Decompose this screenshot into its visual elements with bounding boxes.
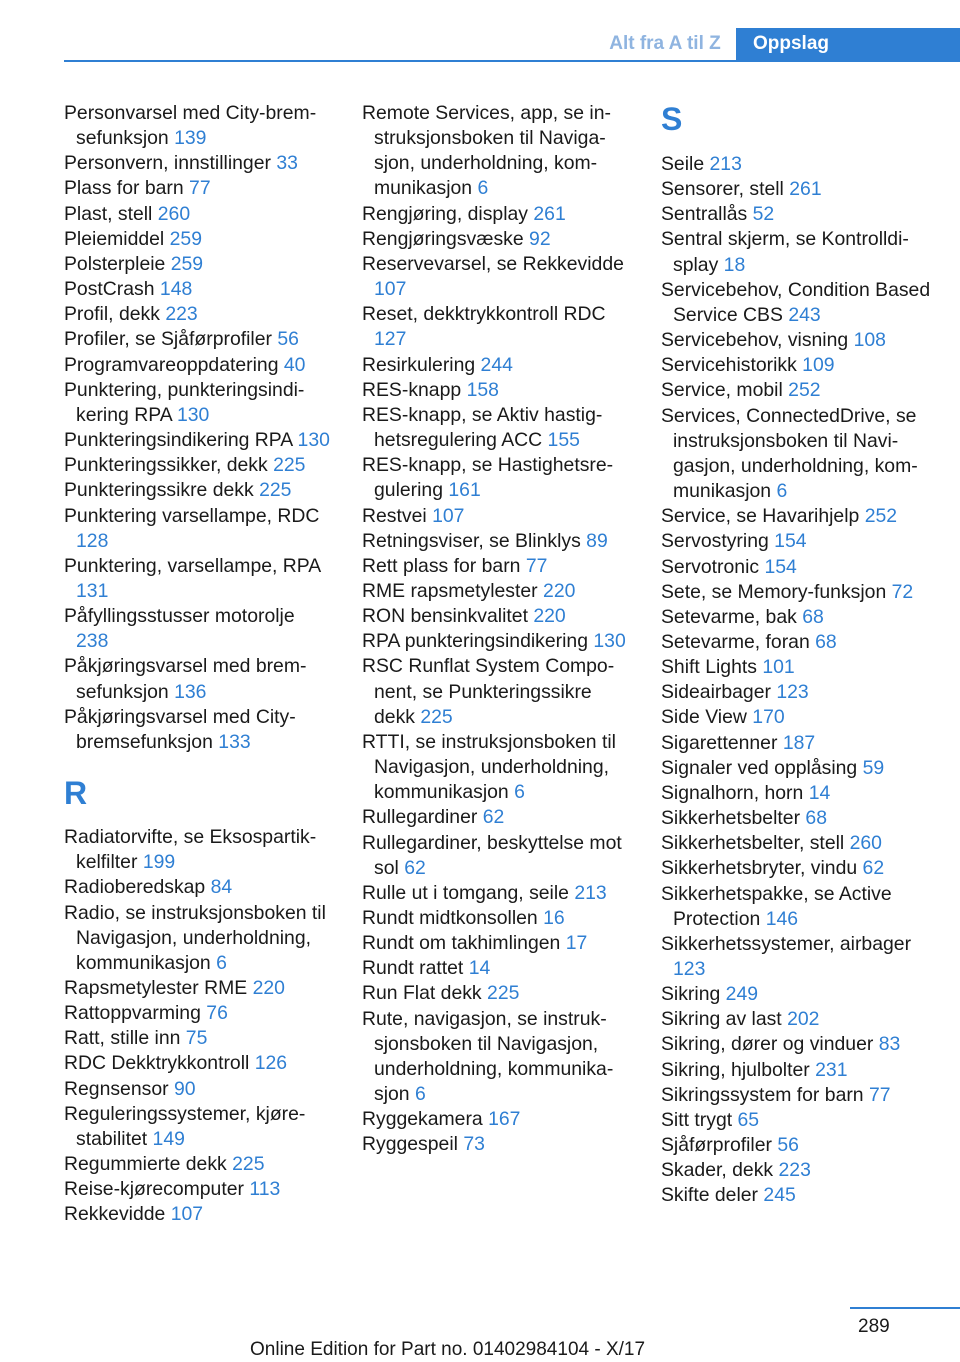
index-entry-text: Sigarettenner: [661, 731, 778, 754]
index-page-link[interactable]: 187: [782, 731, 816, 754]
index-entry-text: Punkteringssikker, dekk: [64, 454, 268, 477]
index-entry: [64, 378, 332, 428]
index-entry-text: Regummierte dekk: [64, 1153, 227, 1176]
index-page-link[interactable]: 68: [815, 630, 837, 653]
index-page-link[interactable]: 161: [448, 479, 481, 502]
index-entry-text: Servicehistorikk: [661, 354, 797, 377]
index-entry-text: Skader, dekk: [661, 1159, 774, 1182]
index-entry-text: Shift Lights: [661, 656, 757, 679]
index-entry-text: Sikkerhetsbryter, vindu: [661, 857, 858, 880]
index-entry: [362, 554, 634, 579]
index-entry: [362, 629, 634, 654]
index-entry: [362, 981, 634, 1006]
index-entry-text: Sete, se Memory-funksjon: [661, 580, 887, 603]
index-entry-text: RON bensinkvalitet: [362, 605, 528, 628]
index-entry: [64, 327, 332, 352]
index-entry-text: Rundt om takhimlingen: [362, 932, 561, 955]
index-entry-text: Reservevarsel, se Rekkevidde: [362, 252, 624, 275]
index-entry-text: Rett plass for barn: [362, 554, 521, 577]
index-entry-text: Service, mobil: [661, 379, 783, 402]
index-entry: [64, 353, 332, 378]
index-page-link[interactable]: 154: [774, 530, 807, 553]
index-page-link[interactable]: 107: [170, 1203, 204, 1226]
section-gap: [64, 755, 332, 769]
index-page-link[interactable]: 75: [185, 1027, 208, 1050]
index-entry-text: RES-knapp: [362, 378, 462, 401]
index-entry-text: Sjåførprofiler: [661, 1134, 772, 1157]
index-entry: [362, 504, 634, 529]
index-page-link[interactable]: 220: [533, 605, 566, 628]
index-page-link[interactable]: 108: [853, 329, 886, 352]
index-entry: [661, 781, 941, 806]
index-page-link[interactable]: 109: [802, 354, 835, 377]
index-entry-text: Sikkerhetsbelter: [661, 807, 801, 830]
index-entry: [661, 756, 941, 781]
index-entry-text: Servotronic: [661, 555, 760, 578]
index-entry: [64, 1202, 332, 1227]
index-entry-text: Polsterpleie: [64, 252, 166, 275]
index-page-link[interactable]: 225: [420, 705, 453, 728]
index-entry-text: Radiatorvifte, se Eksospartikkelfilter: [64, 826, 317, 874]
index-entry: [362, 906, 634, 931]
index-entry-text: Servostyring: [661, 530, 769, 553]
index-entry: [661, 856, 941, 881]
index-entry: [362, 252, 634, 302]
index-page-link[interactable]: 158: [466, 378, 499, 401]
index-page-link[interactable]: 6: [477, 177, 489, 200]
index-entry: [362, 202, 634, 227]
index-column-3: [661, 101, 941, 1209]
index-entry-text: RPA punkteringsindikering: [362, 630, 588, 653]
index-entry: [64, 302, 332, 327]
index-entry: [64, 976, 332, 1001]
index-entry: [661, 353, 941, 378]
index-page-link[interactable]: 107: [432, 504, 465, 527]
index-page-link[interactable]: 130: [297, 429, 330, 452]
index-entry-text: Service, se Havarihjelp: [661, 505, 860, 528]
index-page-link[interactable]: 65: [737, 1108, 760, 1131]
index-entry-text: Sentrallås: [661, 203, 748, 226]
index-entry-text: Regnsensor: [64, 1077, 169, 1100]
index-page-link[interactable]: 130: [176, 403, 210, 426]
index-entry: [661, 1183, 941, 1208]
index-page-link[interactable]: 68: [802, 605, 824, 628]
index-entry-text: Sikkerhetspakke, se Active Protection: [661, 882, 892, 930]
index-page-link[interactable]: 146: [765, 907, 799, 930]
index-page-link[interactable]: 223: [778, 1159, 811, 1182]
index-entry: [661, 932, 941, 982]
index-page-link[interactable]: 225: [273, 454, 306, 477]
index-entry-text: Sikring: [661, 983, 721, 1006]
index-entry: [661, 1058, 941, 1083]
index-entry: [661, 152, 941, 177]
footer-rule: [850, 1307, 960, 1309]
index-entry: [64, 277, 332, 302]
index-page-link[interactable]: 56: [277, 328, 299, 351]
index-entry-text: Ryggespeil: [362, 1133, 458, 1156]
index-page-link[interactable]: 83: [878, 1033, 901, 1056]
index-entry-text: Punktering, varsellampe, RPA: [64, 554, 321, 577]
index-entry-text: Påfyllingsstusser motorolje: [64, 605, 295, 628]
index-entry: [362, 831, 634, 881]
index-page-link[interactable]: 155: [547, 429, 580, 452]
index-entry: [64, 901, 332, 976]
index-entry: [362, 353, 634, 378]
index-entry-text: RDC Dekktrykkontroll: [64, 1052, 250, 1075]
index-page-link[interactable]: 213: [709, 153, 742, 175]
index-entry: [661, 378, 941, 403]
index-entry: [64, 1177, 332, 1202]
index-entry-text: Punktering varsellampe, RDC: [64, 504, 320, 527]
index-entry: [661, 605, 941, 630]
index-entry: [362, 805, 634, 830]
index-entry: [661, 529, 941, 554]
index-entry: [661, 404, 941, 505]
index-entry: [362, 579, 634, 604]
index-page-link[interactable]: 92: [529, 227, 551, 250]
index-page-link[interactable]: 199: [142, 851, 176, 874]
index-entry-text: Rekkevidde: [64, 1203, 166, 1226]
index-entry-text: Ryggekamera: [362, 1108, 483, 1131]
index-letter-heading: S: [661, 101, 683, 137]
index-page-link[interactable]: 244: [480, 353, 513, 376]
index-entry-text: Plass for barn: [64, 177, 184, 200]
index-entry: [362, 529, 634, 554]
index-entry-text: Seile: [661, 153, 705, 175]
index-page-link[interactable]: 84: [210, 876, 233, 899]
index-entry: [362, 403, 634, 453]
index-page-link[interactable]: 245: [763, 1184, 796, 1207]
index-entry-text: Resirkulering: [362, 353, 476, 376]
edition-footer: Online Edition for Part no. 01402984104 - X/17: [250, 1339, 646, 1360]
index-entry: [64, 504, 332, 554]
index-page-link[interactable]: 52: [752, 203, 775, 226]
index-entry-text: Sensorer, stell: [661, 178, 784, 201]
index-entry: [661, 1108, 941, 1133]
index-entry-text: Rulle ut i tomgang, seile: [362, 881, 569, 904]
index-entry: [362, 453, 634, 503]
index-page-link[interactable]: 238: [76, 630, 109, 653]
index-entry: [661, 806, 941, 831]
index-page-link[interactable]: 252: [788, 379, 821, 402]
index-entry-text: PostCrash: [64, 278, 155, 301]
index-entry-text: Ratt, stille inn: [64, 1027, 181, 1050]
index-entry: [64, 428, 332, 453]
index-entry: [64, 604, 332, 654]
index-entry: [661, 1032, 941, 1057]
index-entry-text: Sikkerhetssystemer, airbager: [661, 932, 912, 955]
index-entry: [661, 680, 941, 705]
index-entry-text: Remote Services, app, se instruksjonsboken til Navigasjon, underholdning, kommunikasjon: [362, 102, 611, 200]
index-entry-text: Plast, stell: [64, 202, 153, 225]
index-page-link[interactable]: 6: [414, 1083, 426, 1106]
index-page-link[interactable]: 225: [232, 1153, 265, 1176]
index-entry: [661, 202, 941, 227]
index-entry-text: RSC Runflat System Component, se Punkteringssikre dekk: [362, 655, 615, 728]
index-entry-text: Reguleringssystemer, kjørestabilitet: [64, 1102, 306, 1150]
index-entry-text: Sikring, hjulbolter: [661, 1058, 810, 1081]
index-entry: [64, 1152, 332, 1177]
index-entry: [362, 378, 634, 403]
index-entry: [362, 302, 634, 352]
index-page-link[interactable]: 148: [159, 278, 193, 301]
index-entry-text: Servicebehov, Condition Based Service CBS: [661, 278, 931, 326]
index-page-link[interactable]: 33: [276, 152, 298, 175]
index-entry: [362, 654, 634, 729]
index-page-link[interactable]: 6: [776, 480, 788, 503]
index-page-link[interactable]: 72: [891, 580, 914, 603]
index-entry-text: Rullegardiner, beskyttelse mot sol: [362, 831, 622, 879]
index-entry: [661, 227, 941, 277]
page-number: 289: [858, 1316, 890, 1337]
index-letter-heading: R: [64, 775, 88, 812]
index-entry: [64, 176, 332, 201]
index-entry: [64, 1077, 332, 1102]
index-entry: [661, 882, 941, 932]
index-column-2: [362, 101, 634, 1158]
index-entry: [362, 1107, 634, 1132]
index-page-link[interactable]: 123: [673, 958, 706, 980]
index-entry-text: Rapsmetylester RME: [64, 977, 248, 999]
index-page-link[interactable]: 136: [174, 680, 207, 703]
index-entry: [362, 101, 634, 202]
index-entry-text: Sikring, dører og vinduer: [661, 1033, 874, 1056]
index-entry-text: Rundt midtkonsollen: [362, 907, 538, 929]
index-page-link[interactable]: 213: [574, 881, 607, 904]
index-entry-text: Setevarme, foran: [661, 630, 810, 653]
index-entry-text: Rundt rattet: [362, 957, 464, 980]
index-entry-text: Sentral skjerm, se Kontrolldisplay: [661, 228, 909, 276]
index-page-link[interactable]: 149: [152, 1127, 185, 1150]
index-entry: [362, 604, 634, 629]
index-entry: [64, 1051, 332, 1076]
index-entry-text: Profil, dekk: [64, 303, 160, 326]
index-page-link[interactable]: 89: [586, 529, 608, 552]
index-page-link[interactable]: 16: [543, 907, 565, 929]
index-entry: [661, 580, 941, 605]
index-page-link[interactable]: 62: [482, 806, 505, 829]
index-entry-text: Påkjøringsvarsel med bremsefunksjon: [64, 655, 307, 703]
index-page-link[interactable]: 202: [787, 1008, 820, 1031]
index-entry-text: RES-knapp, se Aktiv hastighetsregulering ACC: [362, 403, 603, 452]
index-entry: [661, 555, 941, 580]
index-page-link[interactable]: 123: [776, 681, 809, 704]
index-entry-text: Signaler ved opplåsing: [661, 756, 858, 779]
index-page-link[interactable]: 249: [725, 983, 759, 1006]
index-page-link[interactable]: 139: [174, 127, 207, 150]
index-page-link[interactable]: 259: [170, 252, 204, 275]
index-page-link[interactable]: 77: [189, 177, 211, 200]
index-entry: [661, 177, 941, 202]
index-page-link[interactable]: 127: [374, 328, 407, 351]
index-entry-text: Punkteringsindikering RPA: [64, 429, 293, 452]
index-page-link[interactable]: 130: [593, 630, 626, 653]
index-entry: [661, 655, 941, 680]
index-entry-text: Personvern, innstillinger: [64, 152, 271, 175]
breadcrumb-section[interactable]: Alt fra A til Z: [609, 33, 721, 54]
index-entry: [64, 151, 332, 176]
index-entry-text: Personvarsel med City-bremsefunksjon: [64, 102, 317, 150]
index-page-link[interactable]: 261: [533, 202, 566, 225]
index-entry-text: Rattoppvarming: [64, 1002, 201, 1025]
index-entry-text: Side View: [661, 706, 747, 729]
index-entry: [661, 278, 941, 328]
index-page-link[interactable]: 231: [815, 1058, 848, 1081]
index-page-link[interactable]: 261: [789, 178, 822, 201]
index-page-link[interactable]: 90: [173, 1077, 196, 1100]
index-page-link[interactable]: 260: [849, 832, 882, 855]
header-rule: [64, 60, 960, 62]
index-entry-text: Rute, navigasjon, se instruksjonsboken til Navigasjon, underholdning, kommunikasjon: [362, 1007, 614, 1106]
index-page-link[interactable]: 225: [259, 479, 292, 502]
index-entry-text: Profiler, se Sjåførprofiler: [64, 328, 272, 351]
index-entry-text: Services, ConnectedDrive, se instruksjonsboken til Navigasjon, underholdning, kommunikasjon: [661, 404, 918, 503]
index-entry: [64, 705, 332, 755]
index-page-link[interactable]: 128: [76, 529, 109, 552]
index-page-link[interactable]: 101: [762, 656, 795, 679]
index-page-link[interactable]: 68: [805, 807, 827, 830]
index-entry: [661, 982, 941, 1007]
index-page-link[interactable]: 259: [169, 227, 202, 250]
index-page-link[interactable]: 73: [463, 1133, 485, 1156]
index-entry: [64, 1001, 332, 1026]
index-entry: [362, 1132, 634, 1157]
index-entry-text: Pleiemiddel: [64, 227, 165, 250]
index-page-link[interactable]: 18: [723, 253, 746, 276]
index-entry: [64, 1102, 332, 1152]
breadcrumb-chapter[interactable]: Oppslag: [736, 28, 960, 60]
index-entry: [661, 1007, 941, 1032]
index-entry: [64, 101, 332, 151]
index-entry: [661, 328, 941, 353]
index-page-link[interactable]: 62: [862, 857, 885, 880]
index-entry: [64, 825, 332, 875]
index-entry-text: Radioberedskap: [64, 876, 206, 899]
index-page-link[interactable]: 77: [868, 1083, 891, 1106]
index-entry: [362, 1007, 634, 1108]
index-entry-text: Sideairbager: [661, 681, 771, 704]
index-page-link[interactable]: 6: [216, 951, 227, 974]
index-page-link[interactable]: 62: [404, 856, 426, 879]
index-page-link[interactable]: 154: [764, 555, 797, 578]
index-page-link[interactable]: 252: [864, 505, 898, 528]
index-page-link[interactable]: 133: [218, 730, 251, 753]
index-entry-text: Restvei: [362, 504, 427, 527]
index-page-link[interactable]: 131: [76, 579, 109, 602]
index-page-link[interactable]: 170: [752, 706, 785, 729]
index-entry-text: Signalhorn, horn: [661, 781, 804, 804]
index-entry: [362, 881, 634, 906]
index-page-link[interactable]: 40: [283, 353, 306, 376]
index-page-link[interactable]: 220: [252, 977, 285, 999]
index-entry: [64, 478, 332, 503]
index-page-link[interactable]: 14: [808, 781, 831, 804]
index-entry-text: Radio, se instruksjonsboken til Navigasjon, underholdning, kommunikasjon: [64, 901, 326, 974]
index-entry: [661, 630, 941, 655]
index-entry: [661, 504, 941, 529]
index-entry-text: RES-knapp, se Hastighetsregulering: [362, 454, 614, 502]
index-entry-text: Programvareoppdatering: [64, 353, 279, 376]
index-entry-text: Sikringssystem for barn: [661, 1083, 864, 1106]
index-entry-text: Punkteringssikre dekk: [64, 479, 254, 502]
index-entry-text: RTTI, se instruksjonsboken til Navigasjon, underholdning, kommunikasjon: [362, 730, 616, 804]
index-entry: [64, 875, 332, 900]
index-page-link[interactable]: 260: [157, 202, 191, 225]
index-entry-text: Run Flat dekk: [362, 982, 482, 1005]
index-page-link[interactable]: 77: [525, 554, 548, 577]
index-entry-text: Sikring av last: [661, 1008, 782, 1031]
index-entry: [64, 202, 332, 227]
index-page-link[interactable]: 17: [565, 932, 588, 955]
index-entry: [661, 831, 941, 856]
index-entry-text: Punktering, punkteringsindikering RPA: [64, 378, 305, 426]
index-entry: [64, 654, 332, 704]
index-entry-text: Reise-kjørecomputer: [64, 1178, 244, 1201]
index-entry-text: Rullegardiner: [362, 806, 478, 829]
index-page-link[interactable]: 223: [165, 303, 198, 326]
index-entry: [661, 731, 941, 756]
index-entry-text: Sikkerhetsbelter, stell: [661, 832, 845, 855]
index-column-1: [64, 101, 332, 1228]
index-entry: [362, 931, 634, 956]
index-entry: [64, 252, 332, 277]
index-entry: [661, 1083, 941, 1108]
index-page-link[interactable]: 243: [788, 303, 821, 326]
index-entry: [661, 705, 941, 730]
index-entry-text: Reset, dekktrykkontroll RDC: [362, 303, 606, 326]
index-page-link[interactable]: 220: [543, 579, 576, 602]
index-page-link[interactable]: 126: [254, 1052, 288, 1075]
index-entry: [661, 1158, 941, 1183]
index-page-link[interactable]: 56: [777, 1134, 799, 1157]
index-page-link[interactable]: 14: [468, 957, 491, 980]
index-entry-text: Skifte deler: [661, 1184, 759, 1207]
index-entry: [362, 227, 634, 252]
index-entry: [64, 1026, 332, 1051]
index-entry-text: Retningsviser, se Blinklys: [362, 529, 581, 552]
index-entry: [661, 1133, 941, 1158]
index-entry: [64, 554, 332, 604]
index-entry-text: Setevarme, bak: [661, 605, 797, 628]
index-page-link[interactable]: 107: [374, 278, 407, 301]
index-entry-text: Rengjøring, display: [362, 202, 528, 225]
index-entry: [362, 730, 634, 805]
index-entry: [362, 956, 634, 981]
index-entry-text: Servicebehov, visning: [661, 329, 849, 352]
index-page-link[interactable]: 59: [862, 756, 885, 779]
index-page-link[interactable]: 76: [206, 1002, 228, 1025]
index-page-link[interactable]: 225: [487, 982, 520, 1005]
index-page-link[interactable]: 113: [249, 1178, 281, 1201]
index-entry: [64, 227, 332, 252]
index-page-link[interactable]: 6: [514, 781, 525, 804]
index-entry-text: Rengjøringsvæske: [362, 227, 524, 250]
index-entry-text: RME rapsmetylester: [362, 579, 538, 602]
index-entry-text: Sitt trygt: [661, 1108, 733, 1131]
index-entry: [64, 453, 332, 478]
index-entry-text: Påkjøringsvarsel med City-bremsefunksjon: [64, 705, 296, 753]
index-page-link[interactable]: 167: [488, 1108, 521, 1131]
